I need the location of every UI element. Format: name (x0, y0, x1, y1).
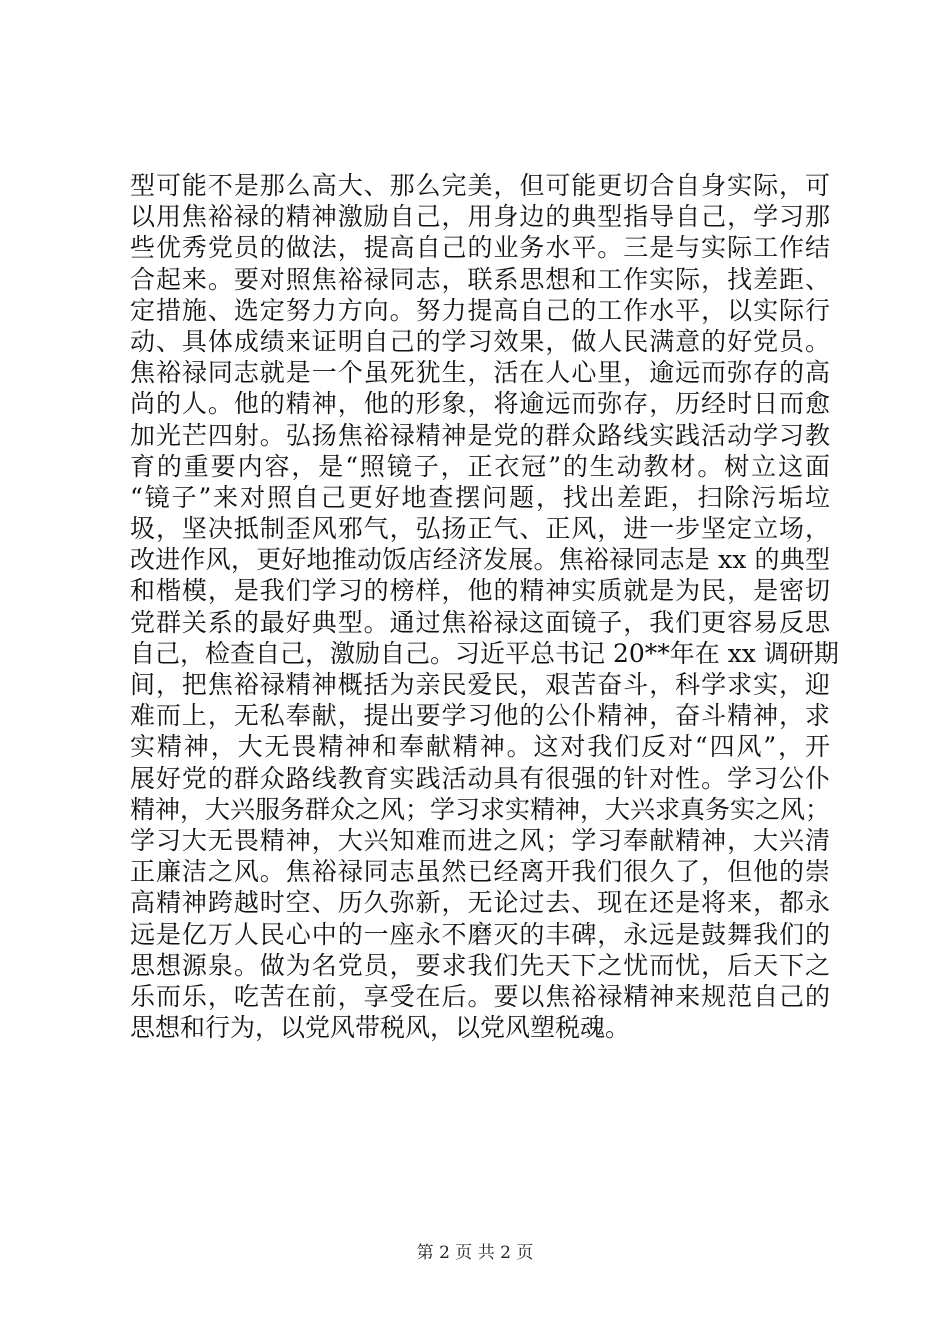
text-line: 远是亿万人民心中的一座永不磨灭的丰碑，永远是鼓舞我们的 (130, 919, 830, 949)
text-line: 间，把焦裕禄精神概括为亲民爱民，艰苦奋斗，科学求实，迎 (130, 670, 830, 699)
text-line: 焦裕禄同志就是一个虽死犹生，活在人心里，逾远而弥存的高 (130, 358, 830, 388)
text-line: “镜子”来对照自己更好地查摆问题，找出差距，扫除污垢垃 (130, 482, 830, 512)
text-line: 正廉洁之风。焦裕禄同志虽然已经离开我们很久了，但他的崇 (130, 857, 830, 887)
text-line: 思想源泉。做为名党员，要求我们先天下之忧而忧，后天下之 (130, 950, 830, 980)
text-line: 合起来。要对照焦裕禄同志，联系思想和工作实际，找差距、 (130, 264, 830, 294)
text-line: 高精神跨越时空、历久弥新，无论过去、现在还是将来，都永 (130, 888, 830, 918)
text-line: 些优秀党员的做法，提高自己的业务水平。三是与实际工作结 (130, 233, 830, 263)
text-line: 思想和行为，以党风带税风，以党风塑税魂。 (130, 1013, 631, 1043)
text-line: 展好党的群众路线教育实践活动具有很强的针对性。学习公仆 (130, 763, 830, 793)
text-line: 加光芒四射。弘扬焦裕禄精神是党的群众路线实践活动学习教 (130, 420, 830, 450)
text-line: 以用焦裕禄的精神激励自己，用身边的典型指导自己，学习那 (130, 202, 830, 232)
text-line: 改进作风，更好地推动饭店经济发展。焦裕禄同志是 xx 的典型 (130, 545, 830, 575)
text-line: 难而上，无私奉献，提出要学习他的公仆精神，奋斗精神，求 (130, 701, 830, 731)
text-line: 型可能不是那么高大、那么完美，但可能更切合自身实际，可 (130, 171, 830, 200)
text-line: 党群关系的最好典型。通过焦裕禄这面镜子，我们更容易反思 (130, 607, 830, 637)
text-line: 动、具体成绩来证明自己的学习效果，做人民满意的好党员。 (130, 326, 830, 356)
text-line: 尚的人。他的精神，他的形象，将逾远而弥存，历经时日而愈 (130, 389, 830, 419)
text-line: 实精神，大无畏精神和奉献精神。这对我们反对“四风”，开 (130, 732, 830, 762)
text-line: 学习大无畏精神，大兴知难而进之风；学习奉献精神，大兴清 (130, 825, 830, 855)
body-paragraph (130, 170, 839, 1043)
text-line: 自己，检查自己，激励自己。习近平总书记 20**年在 xx 调研期 (130, 638, 839, 668)
page-footer: 第 2 页 共 2 页 (416, 1243, 534, 1263)
text-line: 圾，坚决抵制歪风邪气，弘扬正气、正风，进一步坚定立场， (130, 514, 830, 544)
text-line: 和楷模，是我们学习的榜样，他的精神实质就是为民，是密切 (130, 576, 830, 606)
text-line: 乐而乐，吃苦在前，享受在后。要以焦裕禄精神来规范自己的 (130, 981, 830, 1011)
text-line: 定措施、选定努力方向。努力提高自己的工作水平，以实际行 (130, 295, 830, 325)
text-line: 精神，大兴服务群众之风；学习求实精神，大兴求真务实之风； (130, 794, 831, 824)
text-line: 育的重要内容，是“照镜子，正衣冠”的生动教材。树立这面 (130, 451, 830, 481)
